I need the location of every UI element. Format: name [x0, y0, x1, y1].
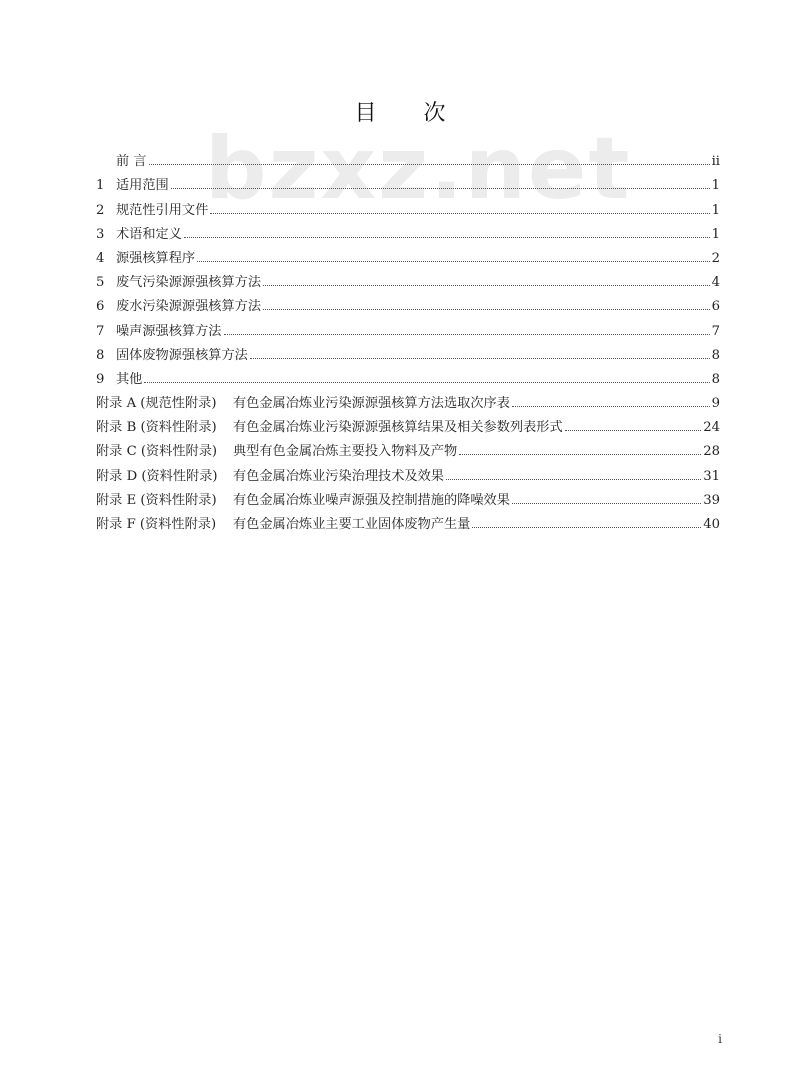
toc-page-number: 28	[703, 444, 720, 460]
toc-label	[96, 320, 222, 339]
toc-leader-dots	[224, 334, 710, 335]
toc-entry-appendix-b[interactable]	[96, 411, 720, 435]
toc-number: 4	[96, 250, 105, 266]
toc-page-number: 6	[711, 299, 720, 315]
toc-label	[96, 344, 248, 363]
toc-label	[96, 199, 208, 218]
toc-title: 有色金属冶炼业主要工业固体废物产生量	[233, 517, 471, 532]
toc-page-number: ii	[711, 154, 720, 170]
toc-title: 废水污染源源强核算方法	[116, 299, 262, 315]
appendix-tag: 附录 E (资料性附录)	[96, 492, 217, 508]
toc-label	[96, 440, 457, 459]
toc-page-number: 9	[711, 396, 720, 412]
toc-entry-appendix-c[interactable]	[96, 435, 720, 459]
toc-entry-1[interactable]	[96, 169, 720, 193]
toc-number: 8	[96, 347, 105, 363]
toc-leader-dots	[512, 406, 710, 407]
toc-label	[96, 247, 195, 266]
toc-page-number: 1	[711, 202, 720, 218]
toc-title: 有色金属冶炼业污染治理技术及效果	[233, 468, 444, 484]
toc-label	[96, 150, 147, 169]
toc-label	[96, 223, 182, 242]
toc-page-number: 8	[711, 347, 720, 363]
toc-entry-appendix-e[interactable]	[96, 484, 720, 508]
toc-title: 噪声源强核算方法	[116, 323, 222, 339]
page-title: 目 次	[354, 101, 466, 126]
toc-label	[96, 392, 510, 411]
toc-leader-dots	[459, 454, 701, 455]
toc-leader-dots	[197, 261, 709, 262]
toc-label	[96, 416, 563, 435]
toc-leader-dots	[472, 527, 701, 528]
toc-label	[96, 295, 261, 314]
toc-leader-dots	[144, 382, 709, 383]
appendix-tag: 附录 B (资料性附录)	[96, 420, 217, 436]
toc-entry-3[interactable]	[96, 218, 720, 242]
toc-number: 6	[96, 299, 105, 315]
toc-entry-9[interactable]	[96, 363, 720, 387]
toc-title: 源强核算程序	[116, 250, 196, 266]
toc-label	[96, 174, 169, 193]
toc-label	[96, 513, 470, 532]
appendix-tag: 附录 D (资料性附录)	[96, 468, 218, 484]
appendix-tag: 附录 F (资料性附录)	[96, 517, 217, 532]
toc-number: 5	[96, 275, 105, 291]
toc-leader-dots	[250, 358, 710, 359]
toc-page-number: 8	[711, 371, 720, 387]
toc-title: 有色金属冶炼业噪声源强及控制措施的降噪效果	[233, 492, 510, 508]
toc-title: 典型有色金属冶炼主要投入物料及产物	[233, 444, 458, 460]
toc-entry-7[interactable]	[96, 314, 720, 338]
appendix-tag: 附录 A (规范性附录)	[96, 396, 217, 412]
toc-label	[96, 465, 444, 484]
toc-leader-dots	[512, 503, 701, 504]
toc-number: 9	[96, 371, 105, 387]
toc-title: 规范性引用文件	[116, 202, 209, 218]
toc-label	[96, 368, 142, 387]
toc-title: 术语和定义	[116, 226, 182, 242]
toc-page-number: 31	[703, 468, 720, 484]
watermark: bzxz.net	[205, 119, 632, 219]
table-of-contents	[96, 145, 720, 532]
toc-page-number: 39	[703, 492, 720, 508]
toc-entry-2[interactable]	[96, 193, 720, 217]
toc-page-number: 4	[711, 275, 720, 291]
toc-number: 2	[96, 202, 105, 218]
toc-entry-appendix-f[interactable]	[96, 508, 720, 532]
toc-leader-dots	[565, 430, 702, 431]
toc-title: 固体废物源强核算方法	[116, 347, 248, 363]
toc-page-number: 1	[711, 226, 720, 242]
toc-leader-dots	[263, 309, 710, 310]
toc-leader-dots	[149, 164, 710, 165]
toc-page-number: 2	[711, 250, 720, 266]
toc-entry-6[interactable]	[96, 290, 720, 314]
toc-entry-8[interactable]	[96, 339, 720, 363]
toc-number: 3	[96, 226, 105, 242]
toc-leader-dots	[184, 237, 710, 238]
toc-number: 7	[96, 323, 105, 339]
toc-title: 有色金属冶炼业污染源源强核算结果及相关参数列表形式	[233, 420, 563, 436]
toc-label	[96, 271, 261, 290]
toc-entry-preface[interactable]	[96, 145, 720, 169]
toc-leader-dots	[446, 479, 701, 480]
page-number-footer: i	[718, 1032, 722, 1046]
toc-leader-dots	[210, 213, 709, 214]
toc-leader-dots	[263, 285, 710, 286]
appendix-tag: 附录 C (资料性附录)	[96, 444, 218, 460]
toc-page-number: 7	[711, 323, 720, 339]
toc-entry-appendix-d[interactable]	[96, 459, 720, 483]
toc-entry-4[interactable]	[96, 242, 720, 266]
toc-entry-5[interactable]	[96, 266, 720, 290]
toc-leader-dots	[171, 188, 710, 189]
toc-page-number: 40	[703, 517, 720, 532]
toc-page-number: 1	[711, 178, 720, 194]
toc-title: 废气污染源源强核算方法	[116, 275, 262, 291]
toc-title: 其他	[116, 371, 143, 387]
toc-page-number: 24	[703, 420, 720, 436]
toc-title: 适用范围	[116, 178, 169, 194]
toc-label	[96, 489, 510, 508]
toc-title: 前 言	[116, 154, 147, 170]
toc-entry-appendix-a[interactable]	[96, 387, 720, 411]
toc-number: 1	[96, 178, 105, 194]
toc-title: 有色金属冶炼业污染源源强核算方法选取次序表	[233, 396, 510, 412]
